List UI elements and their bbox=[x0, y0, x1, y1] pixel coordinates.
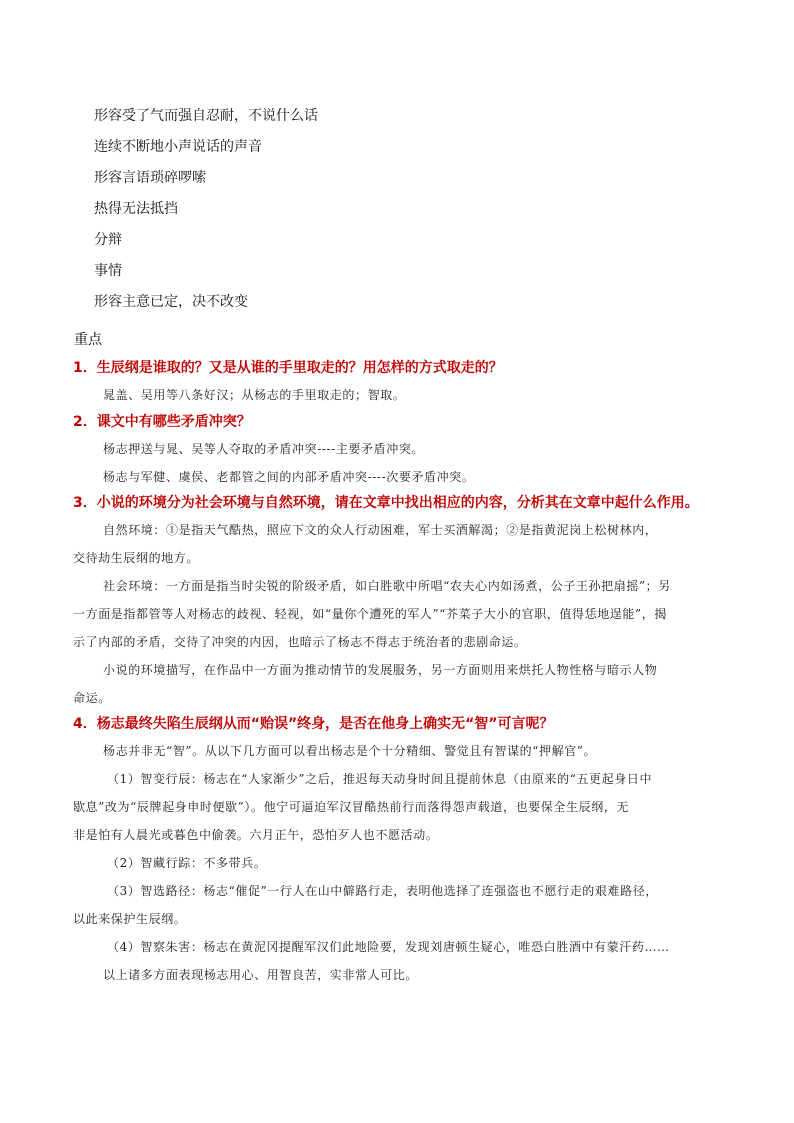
definition-3: 形容言语琐碎啰嗦 bbox=[94, 170, 206, 186]
question-title: 杨志最终失陷生辰纲从而“贻误”终身，是否在他身上确实无“智”可言呢？ bbox=[96, 716, 554, 732]
answer-line: （3）智选路径：杨志“催促”一行人在山中僻路行走，表明他选择了连强盗也不愿行走的艰难路径， bbox=[107, 884, 658, 898]
section-label-key-points: 重点 bbox=[74, 332, 102, 348]
definition-6: 事情 bbox=[94, 263, 122, 279]
question-2-heading bbox=[73, 413, 251, 431]
definition-2: 连续不断地小声说话的声音 bbox=[94, 139, 262, 155]
definition-1: 形容受了气而强自忍耐，不说什么话 bbox=[94, 108, 318, 124]
question-title: 小说的环境分为社会环境与自然环境，请在文章中找出相应的内容，分析其在文章中起什么作用。 bbox=[96, 495, 699, 511]
question-number: 1． bbox=[73, 360, 97, 376]
answer-line: 杨志并非无“智”。从以下几方面可以看出杨志是个十分精细、警觉且有智谋的“押解官”。 bbox=[103, 744, 597, 758]
answer-line: 小说的环境描写，在作品中一方面为推动情节的发展服务，另一方面则用来烘托人物性格与暗示人物 bbox=[103, 663, 658, 677]
answer-line: 自然环境：①是指天气酷热，照应下文的众人行动困难，军士买酒解渴；②是指黄泥岗上松树林内， bbox=[103, 523, 658, 537]
answer-line: 示了内部的矛盾，交待了冲突的内因，也暗示了杨志不得志于统治者的悲剧命运。 bbox=[73, 635, 527, 649]
answer-line: 晁盖、吴用等八条好汉；从杨志的手里取走的；智取。 bbox=[103, 388, 406, 402]
answer-line: 以上诸多方面表现杨志用心、用智良苦，实非常人可比。 bbox=[103, 968, 419, 982]
answer-line: 一方面是指都管等人对杨志的歧视、轻视，如“量你个遭死的军人”“芥菜子大小的官职，值得恁地逞能”，揭 bbox=[73, 607, 667, 621]
question-number: 2． bbox=[73, 414, 97, 430]
question-3-heading bbox=[73, 494, 699, 512]
question-title: 课文中有哪些矛盾冲突？ bbox=[96, 414, 251, 430]
answer-line: （4）智察朱害：杨志在黄泥冈提醒军汉们此地险要，发现刘唐顿生疑心，唯恐白胜酒中有蒙汗药…… bbox=[107, 940, 670, 954]
question-title: 生辰纲是谁取的？又是从谁的手里取走的？用怎样的方式取走的？ bbox=[96, 360, 503, 376]
definition-5: 分辩 bbox=[94, 232, 122, 248]
answer-line: 以此来保护生辰纲。 bbox=[73, 912, 187, 926]
definition-7: 形容主意已定，决不改变 bbox=[94, 294, 248, 310]
question-number: 4． bbox=[73, 716, 97, 732]
answer-line: （1）智变行辰：杨志在“人家渐少”之后，推迟每天动身时间且提前休息（由原来的“五更起身日中 bbox=[107, 772, 653, 786]
answer-line: 社会环境：一方面是指当时尖锐的阶级矛盾，如白胜歌中所唱“农夫心内如汤煮，公子王孙把扇摇”；另 bbox=[103, 579, 671, 593]
answer-line: 命运。 bbox=[73, 691, 111, 705]
question-1-heading bbox=[73, 359, 503, 377]
answer-line: 歇息”改为“辰牌起身申时便歇”）。他宁可逼迫军汉冒酷热前行而落得怨声载道，也要保全生辰纲，无 bbox=[73, 800, 630, 814]
answer-line: 杨志押送与晁、吴等人夺取的矛盾冲突----主要矛盾冲突。 bbox=[103, 442, 425, 456]
answer-line: 非是怕有人晨光或暮色中偷袭。六月正午，恐怕歹人也不愿活动。 bbox=[73, 828, 439, 842]
answer-line: 杨志与军健、虞侯、老都管之间的内部矛盾冲突----次要矛盾冲突。 bbox=[103, 470, 475, 484]
answer-line: 交待劫生辰纲的地方。 bbox=[73, 551, 200, 565]
question-4-heading bbox=[73, 715, 554, 733]
definition-4: 热得无法抵挡 bbox=[94, 201, 178, 217]
answer-line: （2）智藏行踪：不多带兵。 bbox=[107, 856, 267, 870]
question-number: 3． bbox=[73, 495, 97, 511]
